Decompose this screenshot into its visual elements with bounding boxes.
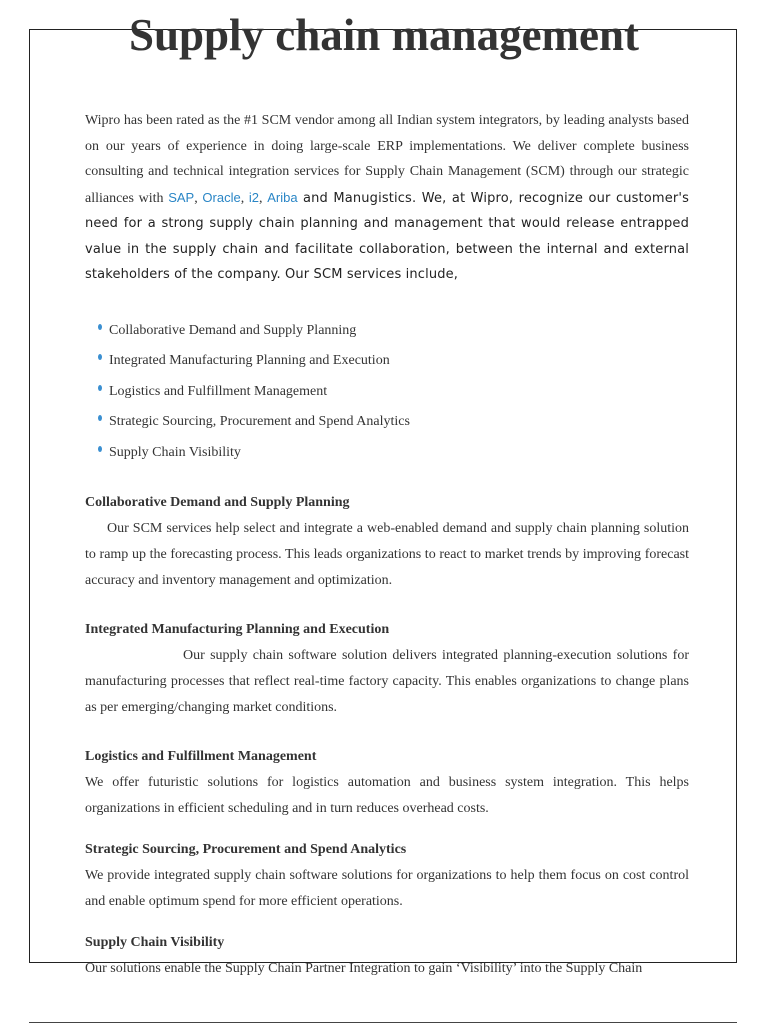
services-list (85, 316, 689, 469)
list-item (85, 346, 689, 377)
bullet-icon (98, 415, 102, 421)
bottom-rule (29, 1022, 737, 1023)
bullet-icon (98, 446, 102, 452)
section-manufacturing (85, 617, 689, 721)
bullet-icon (98, 354, 102, 360)
section-heading: Integrated Manufacturing Planning and Execution (85, 622, 390, 637)
section-logistics (85, 744, 689, 822)
list-item (85, 438, 689, 469)
section-body: We offer futuristic solutions for logistics automation and business system integration. This helps organizations in efficient scheduling and in turn reduces overhead costs. (85, 775, 689, 816)
list-item-label: Logistics and Fulfillment Management (109, 383, 328, 399)
list-item (85, 377, 689, 408)
section-heading: Collaborative Demand and Supply Planning (85, 495, 350, 510)
list-item-label: Strategic Sourcing, Procurement and Spend Analytics (109, 414, 410, 429)
section-body: Our solutions enable the Supply Chain Partner Integration to gain ‘Visibility’ into the Supply Chain (85, 961, 643, 976)
bullet-icon (98, 385, 102, 391)
link-separator: , (194, 190, 203, 206)
page-title: Supply chain management (128, 10, 640, 60)
section-body: We provide integrated supply chain software solutions for organizations to help them focus on cost control and enable optimum spend for more efficient operations. (85, 868, 689, 909)
section-visibility (85, 930, 689, 982)
section-body: Our SCM services help select and integrate a web-enabled demand and supply chain planning solution to ramp up the forecasting process. This leads organizations to react to market trends by improving forecast accuracy and inventory management and optimization. (85, 521, 689, 588)
section-heading: Supply Chain Visibility (85, 935, 225, 950)
list-item (85, 407, 689, 438)
document-body (85, 108, 689, 982)
intro-text-part1: Wipro has been rated as the #1 SCM vendor among all Indian system integrators, by leading analysts based on our years of experience in doing large-scale ERP implementations. We deliver complete business consulting and technical integration services for Supply Chain Management (SCM) through our strategic alliances with (85, 113, 689, 206)
list-item (85, 316, 689, 347)
section-demand-planning (85, 490, 689, 594)
sap-link[interactable]: SAP (168, 189, 195, 205)
oracle-link[interactable]: Oracle (202, 189, 241, 205)
list-item-label: Supply Chain Visibility (109, 444, 241, 460)
section-heading: Logistics and Fulfillment Management (85, 749, 317, 764)
link-separator: , (259, 190, 268, 206)
i2-link[interactable]: i2 (248, 189, 260, 205)
bullet-icon (98, 324, 102, 330)
intro-text-part2: and Manugistics. We, at Wipro, recognize our customer's need for a strong supply chain planning and management that would release entrapped value in the supply chain and facilitate collaboration, between the internal and external stakeholders of the company. Our SCM services include, (85, 190, 690, 282)
intro-paragraph (85, 108, 689, 288)
section-sourcing (85, 837, 689, 915)
section-body: Our supply chain software solution delivers integrated planning-execution solutions for manufacturing processes that reflect real-time factory capacity. This enables organizations to change plans as per emerging/changing market conditions. (85, 648, 689, 715)
link-separator: , (240, 190, 249, 206)
section-heading: Strategic Sourcing, Procurement and Spend Analytics (85, 842, 407, 857)
list-item-label: Integrated Manufacturing Planning and Execution (109, 353, 390, 368)
list-item-label: Collaborative Demand and Supply Planning (109, 322, 357, 338)
ariba-link[interactable]: Ariba (267, 189, 298, 205)
